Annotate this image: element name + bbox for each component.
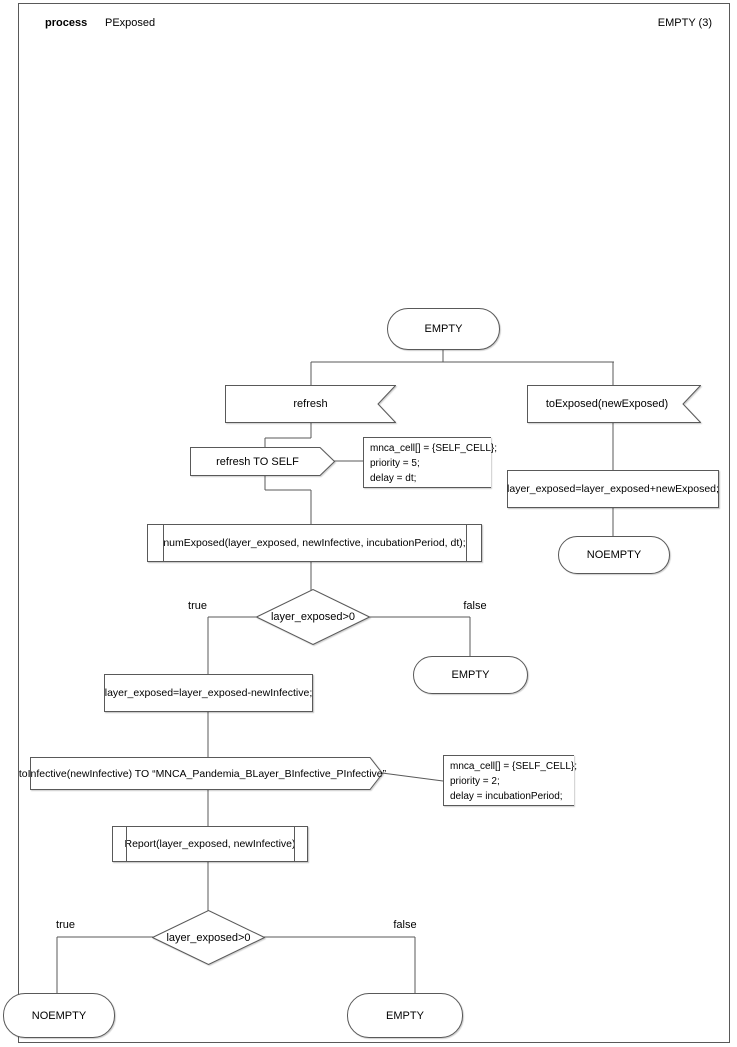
decision-bottom-label: layer_exposed>0 [166,931,251,944]
task-sub-infective[interactable] [104,674,313,712]
output-refresh-to-self[interactable] [190,447,335,476]
state-empty-mid[interactable] [413,656,528,694]
state-noempty-bottom[interactable] [3,993,115,1038]
header-process-name: PExposed [105,17,156,29]
comment-line: mnca_cell[] = {SELF_CELL}; [370,443,498,454]
decision-layer-exposed-bottom[interactable] [152,910,265,965]
state-empty-mid-label: EMPTY [451,669,490,681]
state-empty-bottom[interactable] [347,993,463,1038]
decision-bottom-false-label: false [393,919,417,931]
decision-bottom-true-label: true [56,919,75,931]
task-add-exposed[interactable] [507,470,719,508]
state-empty-start[interactable] [387,308,500,350]
procedure-report-label: Report(layer_exposed, newInfective) [124,838,296,850]
procedure-bar [466,525,467,561]
state-empty-start-label: EMPTY [424,323,463,335]
output-to-infective[interactable] [18,757,387,790]
state-empty-bottom-label: EMPTY [386,1009,424,1022]
decision-top-false-label: false [463,600,487,612]
comment-line: delay = dt; [370,473,417,484]
state-noempty-right-label: NOEMPTY [586,549,642,561]
header-page-ref: EMPTY (3) [657,17,712,29]
comment-line: delay = incubationPeriod; [450,791,563,802]
input-refresh[interactable] [225,385,396,423]
procedure-num-exposed[interactable] [147,524,482,562]
task-sub-infective-label: layer_exposed=layer_exposed-newInfective; [104,687,313,699]
comment-line: priority = 5; [370,458,420,469]
decision-top-label: layer_exposed>0 [270,611,356,623]
comment-line: mnca_cell[] = {SELF_CELL}; [450,761,578,772]
decision-top-true-label: true [188,600,207,612]
input-to-exposed[interactable] [527,385,701,423]
comment-infective-params[interactable] [443,755,578,806]
output-refresh-to-self-label: refresh TO SELF [216,455,299,468]
procedure-report[interactable] [112,826,308,862]
procedure-bar [126,827,127,861]
state-noempty-bottom-label: NOEMPTY [31,1009,87,1022]
state-noempty-right[interactable] [558,536,670,574]
comment-line: priority = 2; [450,776,500,787]
input-to-exposed-label: toExposed(newExposed) [545,398,669,410]
comment-refresh-params[interactable] [363,437,498,488]
output-to-infective-label: toInfective(newInfective) TO “MNCA_Pandemia_BLayer_BInfective_PInfective” [18,767,387,780]
header-kind-label: process [45,17,88,29]
decision-layer-exposed-top[interactable] [256,589,370,645]
procedure-bar [163,525,164,561]
procedure-bar [294,827,295,861]
task-add-exposed-label: layer_exposed=layer_exposed+newExposed; [507,483,719,495]
input-refresh-label: refresh [293,398,328,410]
procedure-num-exposed-label: numExposed(layer_exposed, newInfective, incubationPeriod, dt); [163,537,466,549]
